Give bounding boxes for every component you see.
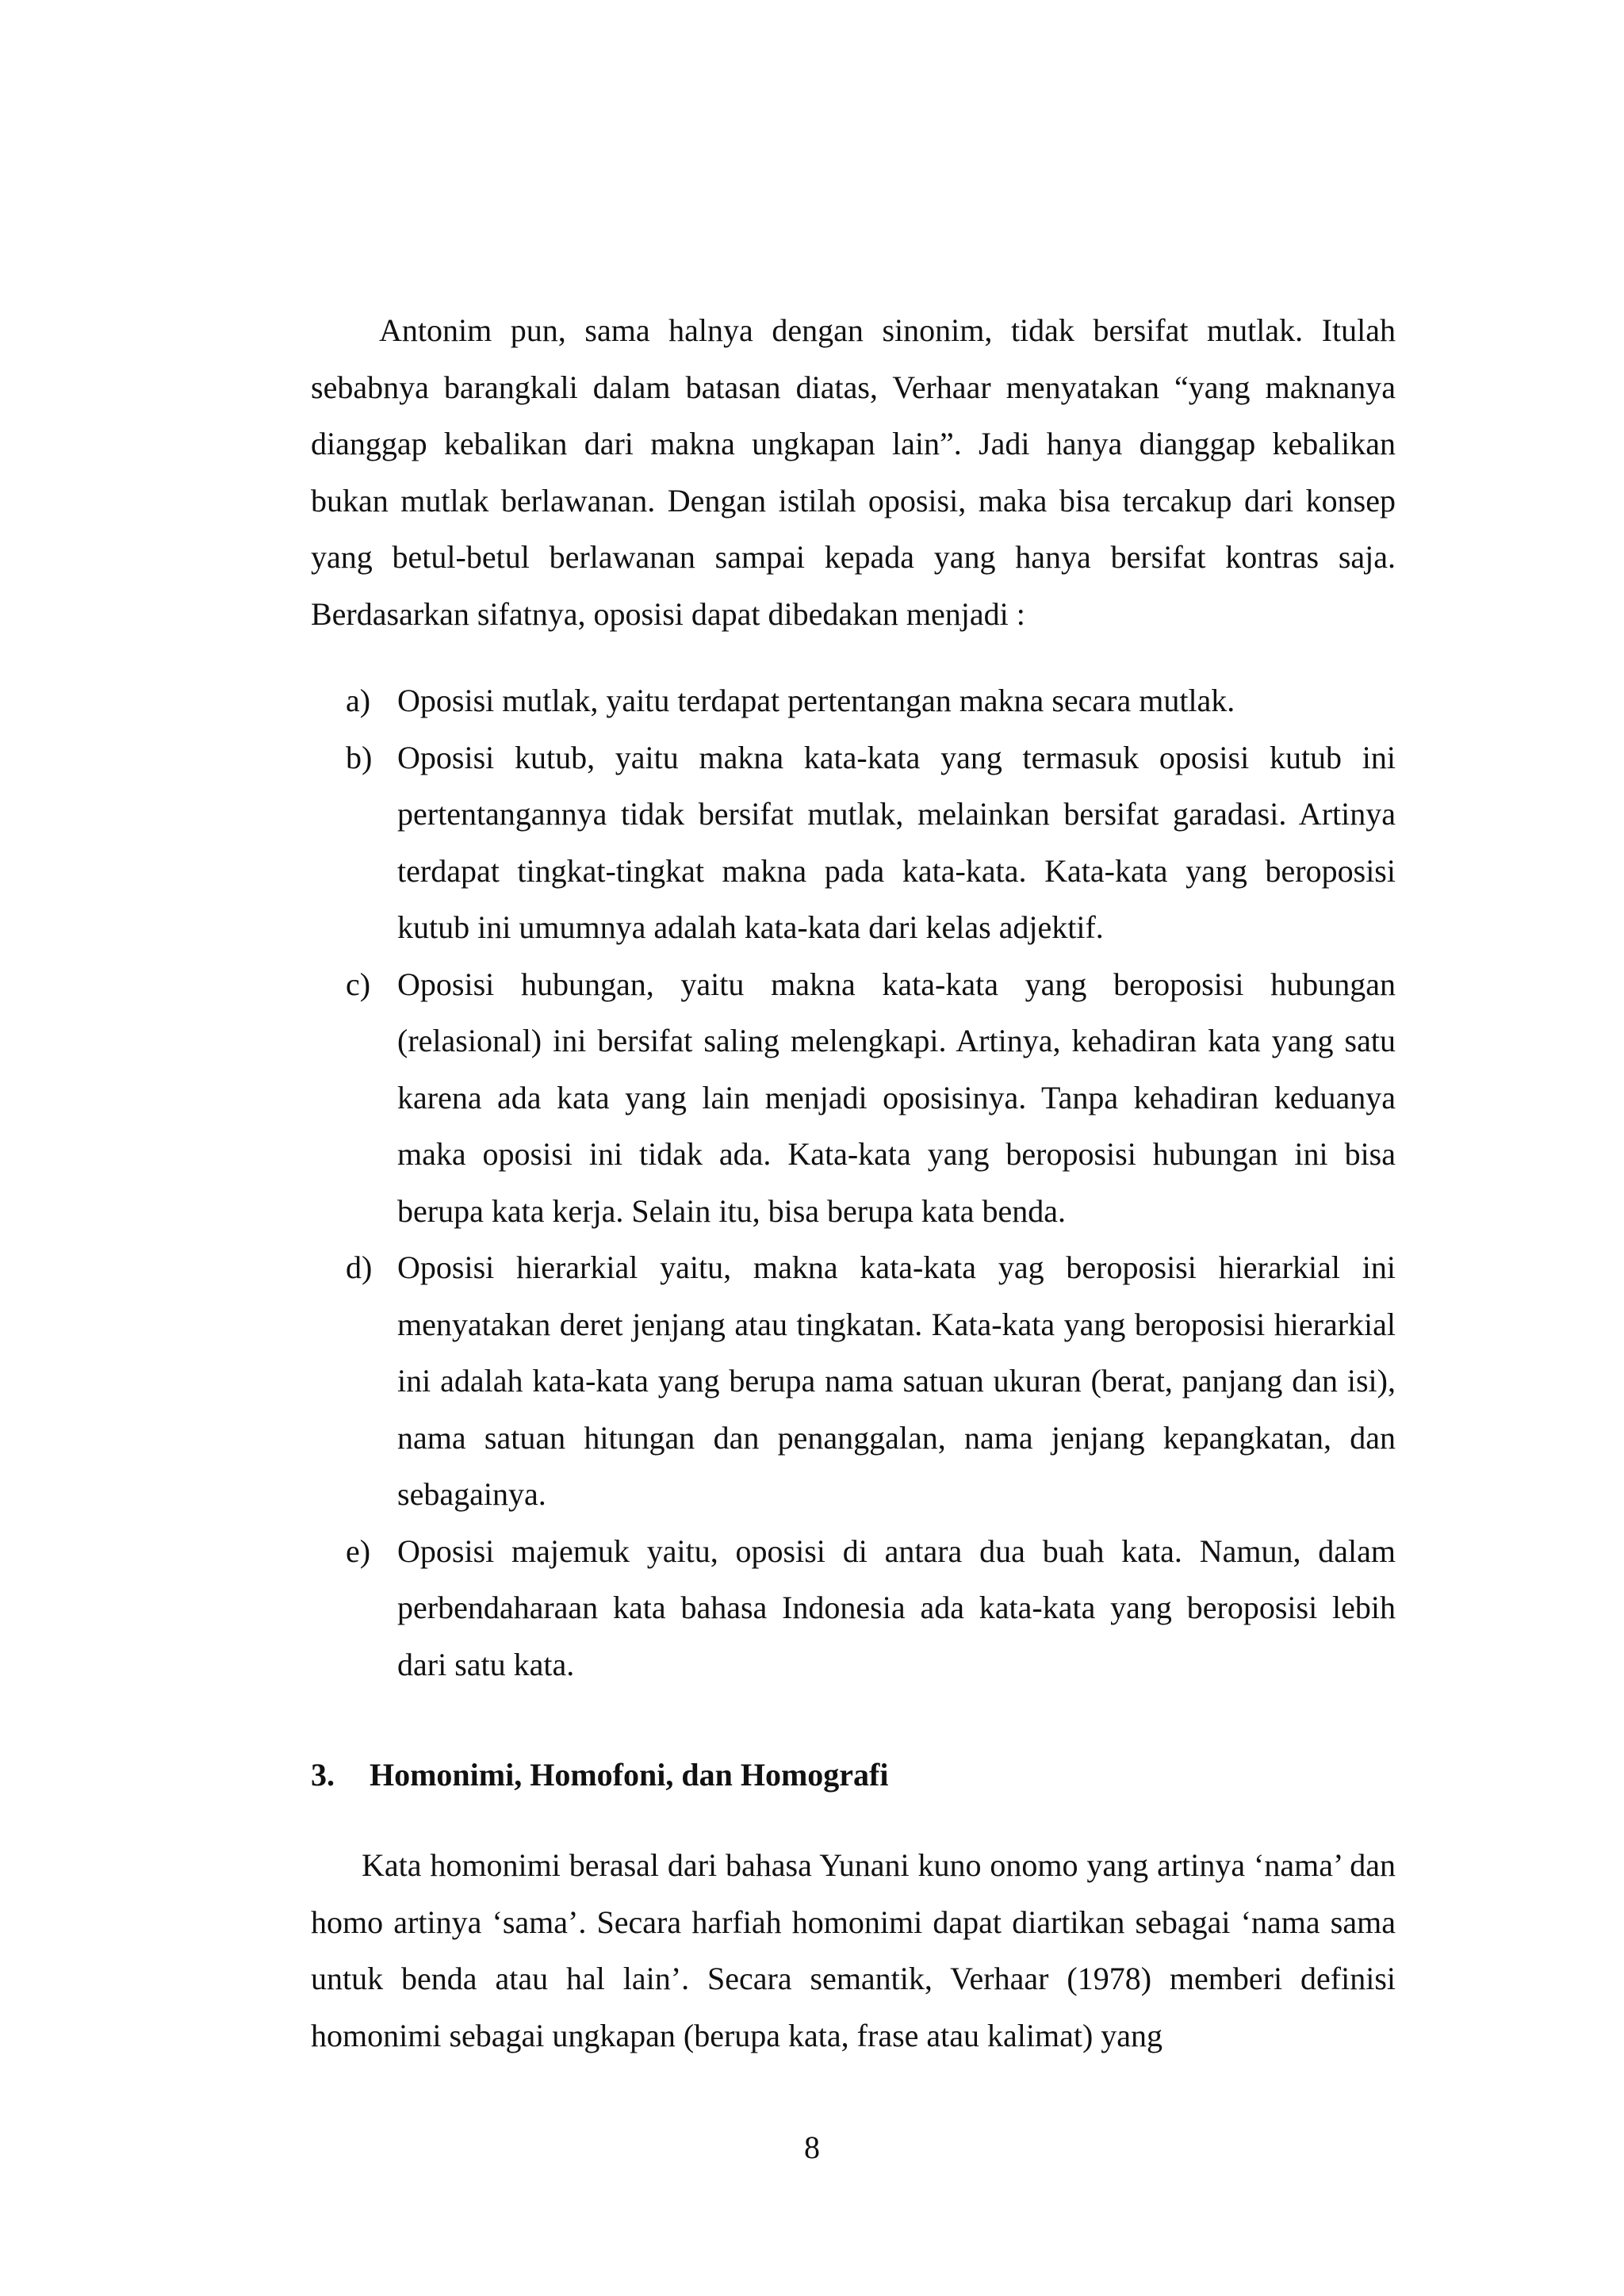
section-heading (311, 1747, 888, 1804)
list-item (311, 1239, 1396, 1523)
paragraph-text: Antonim pun, sama halnya dengan sinonim, tidak bersifat mutlak. Itulah sebabnya barangkali dalam batasan diatas, Verhaar menyatakan “yang maknanya dianggap kebalikan dari makna ungkapan lain”. Jadi hanya dianggap kebalikan bukan mutlak berlawanan. Dengan istilah oposisi, maka bisa tercakup dari konsep yang betul-betul berlawanan sampai kepada yang hanya bersifat kontras saja. Berdasarkan sifatnya, oposisi dapat dibedakan menjadi : (311, 312, 1396, 632)
list-item-text: Oposisi hubungan, yaitu makna kata-kata yang beroposisi hubungan (relasional) ini bersifat saling melengkapi. Artinya, kehadiran kata yang satu karena ada kata yang lain menjadi oposisinya. Tanpa kehadiran keduanya maka oposisi ini tidak ada. Kata-kata yang beroposisi hubungan ini bisa berupa kata kerja. Selain itu, bisa berupa kata benda. (397, 966, 1396, 1229)
list-marker: e) (346, 1533, 371, 1569)
paragraph-text: Kata homonimi berasal dari bahasa Yunani kuno onomo yang artinya ‘nama’ dan homo artinya ‘sama’. Secara harfiah homonimi dapat diartikan sebagai ‘nama sama untuk benda atau hal lain’. Secara semantik, Verhaar (1978) memberi definisi homonimi sebagai ungkapan (berupa kata, frase atau kalimat) yang (311, 1847, 1396, 2053)
section-number: 3. (311, 1757, 335, 1793)
list-item-text: Oposisi hierarkial yaitu, makna kata-kata yag beroposisi hierarkial ini menyatakan deret jenjang atau tingkatan. Kata-kata yang beroposisi hierarkial ini adalah kata-kata yang berupa nama satuan ukuran (berat, panjang dan isi), nama satuan hitungan dan penanggalan, nama jenjang kepangkatan, dan sebagainya. (397, 1249, 1396, 1512)
section-title: Homonimi, Homofoni, dan Homografi (370, 1757, 889, 1793)
list-item (311, 729, 1396, 956)
paragraph-homonimi (311, 1837, 1396, 2064)
list-marker: c) (346, 966, 371, 1002)
list-marker: a) (346, 683, 371, 718)
list-marker: d) (346, 1249, 373, 1285)
list-item (311, 956, 1396, 1240)
opposition-list (311, 672, 1396, 1693)
list-item-text: Oposisi majemuk yaitu, oposisi di antara dua buah kata. Namun, dalam perbendaharaan kata bahasa Indonesia ada kata-kata yang beroposisi lebih dari satu kata. (397, 1533, 1396, 1682)
list-marker: b) (346, 739, 373, 775)
page-number: 8 (804, 2130, 820, 2165)
list-item (311, 1523, 1396, 1693)
list-item (311, 672, 1396, 729)
list-item-text: Oposisi kutub, yaitu makna kata-kata yang termasuk oposisi kutub ini pertentangannya tidak bersifat mutlak, melainkan bersifat garadasi. Artinya terdapat tingkat-tingkat makna pada kata-kata. Kata-kata yang beroposisi kutub ini umumnya adalah kata-kata dari kelas adjektif. (397, 739, 1396, 945)
paragraph-antonim (311, 302, 1396, 642)
list-item-text: Oposisi mutlak, yaitu terdapat pertentangan makna secara mutlak. (397, 683, 1235, 718)
